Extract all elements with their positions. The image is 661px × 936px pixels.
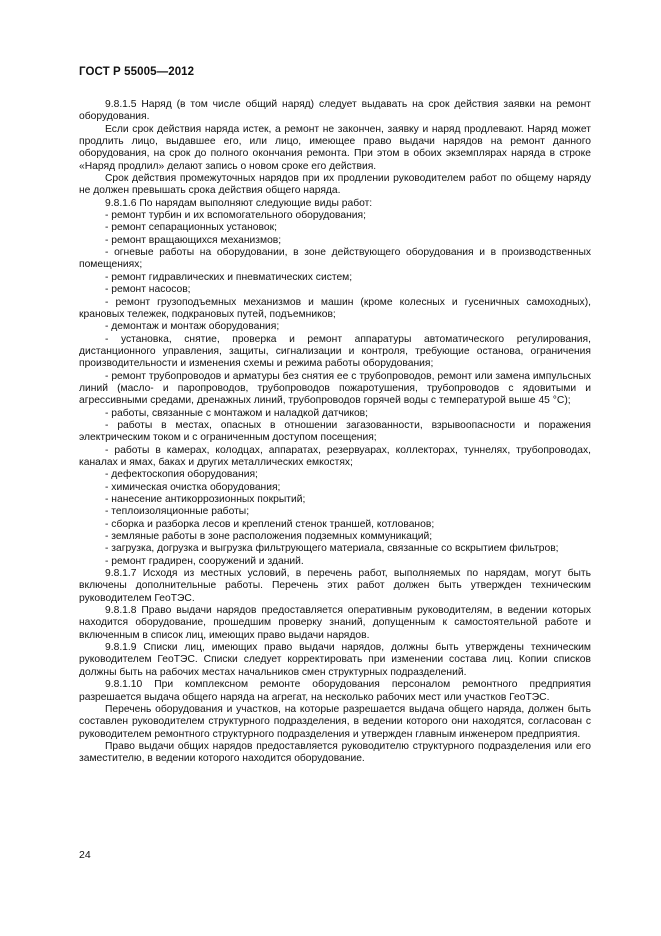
list-item: - огневые работы на оборудовании, в зоне действующего оборудования и в производственных помещениях; — [79, 247, 591, 271]
list-item: - нанесение антикоррозионных покрытий; — [105, 494, 306, 505]
list-item: - ремонт турбин и их вспомогательного оборудования; — [105, 210, 366, 222]
paragraph: Перечень оборудования и участков, на которые разрешается выдача общего наряда, должен быть составлен руководителем структурного подразделения, в ведении которого они находятся, согласован с руководителем ремонтного структурного подразделения и утвержден главным инженером предприятия. — [79, 703, 591, 740]
list-item: - ремонт насосов; — [105, 284, 191, 296]
list-item: - химическая очистка оборудования; — [105, 481, 281, 493]
list-item: - теплоизоляционные работы; — [105, 506, 250, 518]
list-item: - установка, снятие, проверка и ремонт аппаратуры автоматического регулирования, дистанционного управления, защиты, сигнализации и контроля, требующие останова, ограничения производительности и изменения схемы и режима работы оборудования; — [79, 333, 591, 370]
paragraph: 9.8.1.7 Исходя из местных условий, в перечень работ, выполняемых по нарядам, могут быть включены дополнительные работы. Перечень этих работ должен быть утвержден техническим руководителем ГеоТЭС. — [79, 568, 591, 604]
paragraph: 9.8.1.9 Списки лиц, имеющих право выдачи нарядов, должны быть утверждены техническим руководителем ГеоТЭС. Списки следует корректировать при изменении состава лиц. Копии списков должны быть на рабочих местах начальников смен структурных подразделений. — [79, 642, 591, 678]
paragraph: Если срок действия наряда истек, а ремонт не закончен, заявку и наряд продлевают. Наряд может продлить лицо, выдавшее его, или лицо, имеющее право выдачи нарядов на ремонт данного оборудования, на срок до полного окончания ремонта. При этом в обоих экземплярах наряда в строке «Наряд продлил» делают запись о новом сроке его действия. — [79, 123, 591, 172]
paragraph: Право выдачи общих нарядов предоставляется руководителю структурного подразделения или его заместителю, в ведении которого находится оборудование. — [79, 740, 591, 765]
list-item: - ремонт вращающихся механизмов; — [105, 234, 282, 246]
list-item: - дефектоскопия оборудования; — [105, 469, 258, 481]
list-item: - земляные работы в зоне расположения подземных коммуникаций; — [105, 531, 433, 543]
list-item: - ремонт сепарационных установок; — [105, 222, 277, 234]
list-item: - работы в камерах, колодцах, аппаратах, резервуарах, коллекторах, туннелях, трубопроводах, каналах и ямах, баках и других металлических емкостях; — [79, 444, 591, 468]
paragraph: 9.8.1.6 По нарядам выполняют следующие виды работ: — [105, 197, 373, 209]
list-item: - загрузка, догрузка и выгрузка фильтрующего материала, связанные со вскрытием фильтров; — [105, 543, 559, 555]
standard-header: ГОСТ Р 55005—2012 — [79, 66, 195, 78]
list-item: - работы в местах, опасных в отношении загазованности, взрывоопасности и поражения электрическим током и с ограниченным доступом посещения; — [79, 419, 591, 444]
paragraph: Срок действия промежуточных нарядов при их продлении руководителем работ по общему наряду не должен превышать срока действия общего наряда. — [79, 173, 591, 197]
list-item: - сборка и разборка лесов и креплений стенок траншей, котлованов; — [105, 518, 435, 530]
paragraph: 9.8.1.10 При комплексном ремонте оборудования персоналом ремонтного предприятия разрешается выдача общего наряда на агрегат, на несколько рабочих мест или участков ГеоТЭС. — [79, 679, 591, 703]
document-body — [79, 99, 591, 766]
paragraph: 9.8.1.5 Наряд (в том числе общий наряд) следует выдавать на срок действия заявки на ремонт оборудования. — [79, 99, 591, 123]
list-item: - работы, связанные с монтажом и наладкой датчиков; — [105, 407, 368, 419]
paragraph: 9.8.1.8 Право выдачи нарядов предоставляется оперативным руководителям, в ведении которых находится оборудование, прошедшим проверку знаний, допущенным к самостоятельной работе и включенным в список лиц, имеющих право выдачи нарядов. — [79, 605, 591, 641]
list-item: - ремонт градирен, сооружений и зданий. — [105, 555, 304, 567]
page-number: 24 — [79, 849, 91, 861]
list-item: - ремонт гидравлических и пневматических систем; — [105, 271, 353, 283]
list-item: - ремонт грузоподъемных механизмов и машин (кроме колесных и гусеничных самоходных), крановых тележек, подкрановых путей, подъемников; — [79, 296, 591, 320]
list-item: - демонтаж и монтаж оборудования; — [105, 321, 280, 333]
list-item: - ремонт трубопроводов и арматуры без снятия ее с трубопроводов, ремонт или замена импульсных линий (масло- и паропроводов, трубопроводов пожаротушения, трубопроводов с ядовитыми и агрессивными средами, дренажных линий, трубопроводов горячей воды с температурой выше 45 °C); — [79, 370, 591, 407]
